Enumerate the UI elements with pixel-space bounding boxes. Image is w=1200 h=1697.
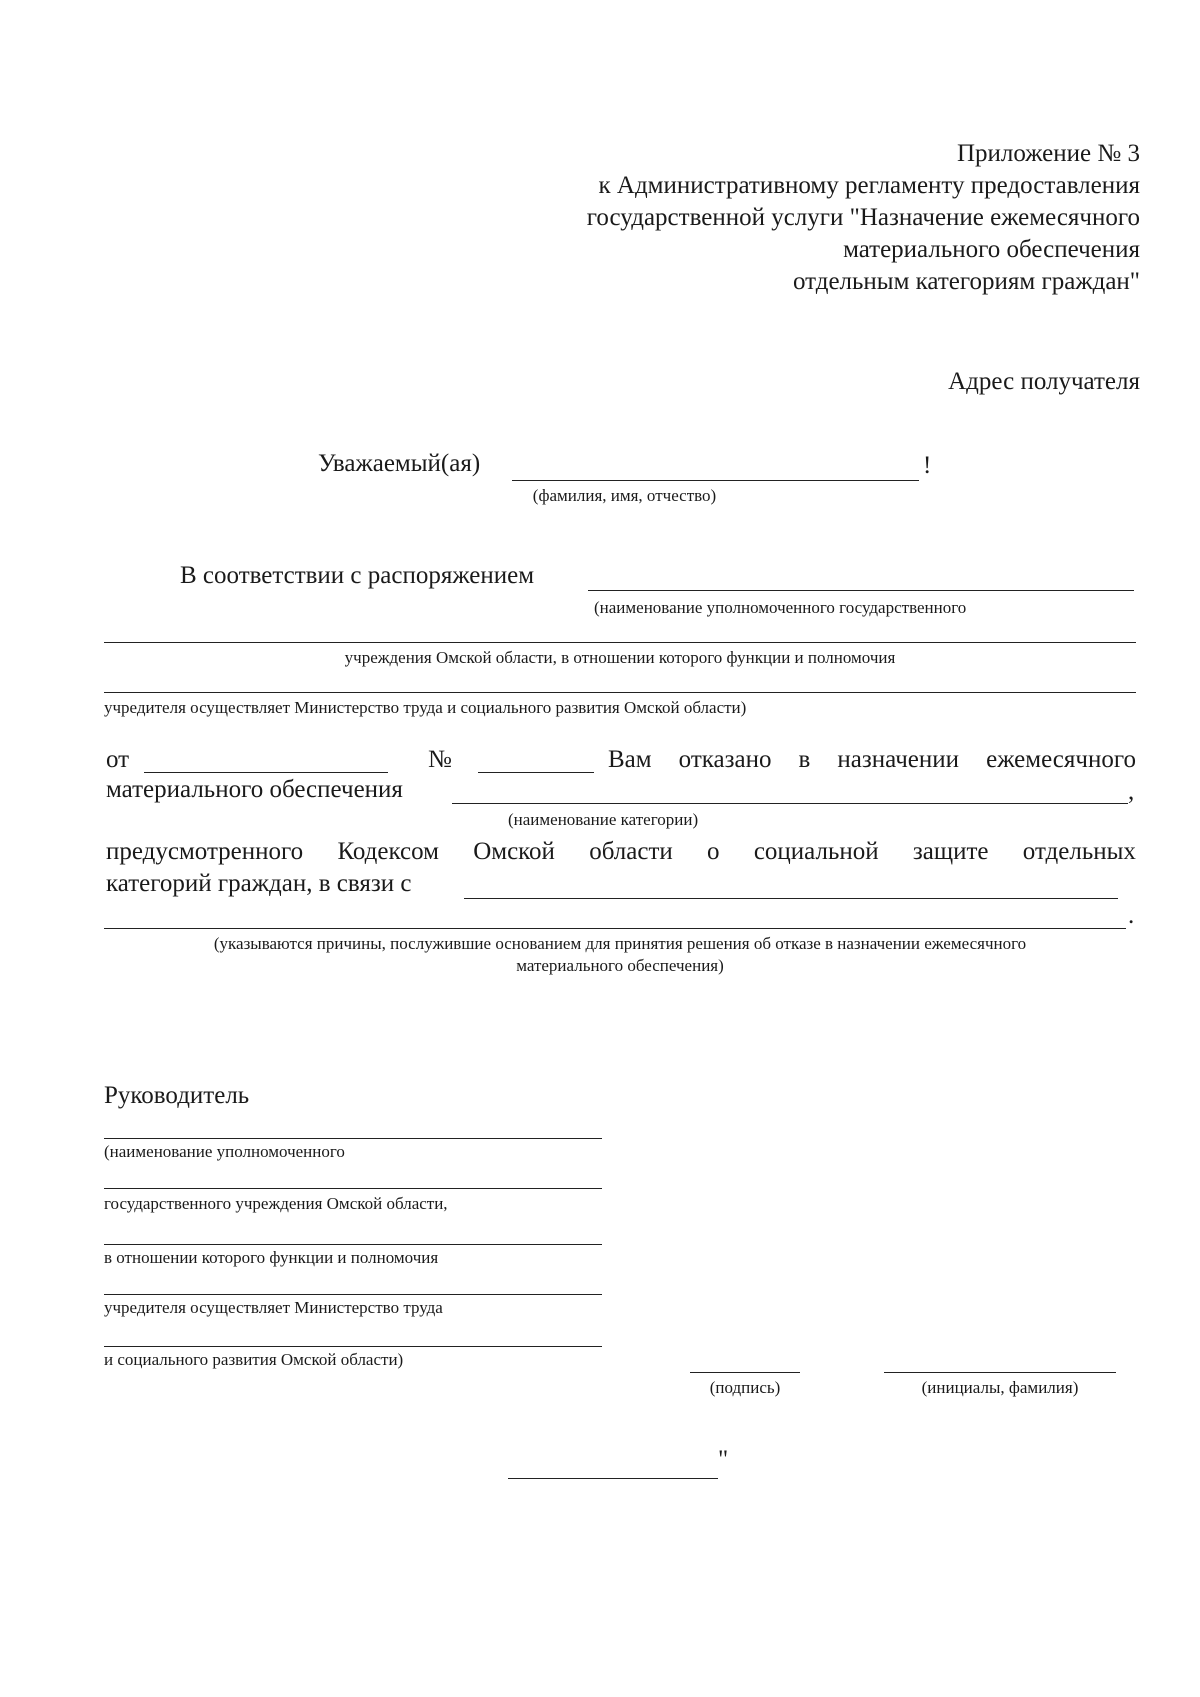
refusal-word: в	[798, 746, 811, 773]
refusal-word: отказано	[678, 746, 772, 773]
number-field[interactable]	[478, 772, 594, 773]
reasons-caption-2: материального обеспечения)	[516, 956, 724, 975]
institution-field-1[interactable]	[588, 590, 1134, 591]
salutation-text: Уважаемый(ая)	[318, 450, 481, 477]
service-name-3: отдельным категориям граждан"	[792, 268, 1140, 295]
salutation-exclamation: !	[923, 452, 932, 479]
institution-field-2[interactable]	[104, 642, 1136, 643]
appendix-header	[587, 138, 1140, 298]
category-caption: (наименование категории)	[508, 810, 699, 829]
head-line-3[interactable]	[104, 1244, 602, 1245]
category-comma: ,	[1128, 778, 1135, 805]
code-word: Омской	[473, 838, 555, 865]
from-word: от	[106, 746, 130, 773]
reasons-caption-1: (указываются причины, послужившие основанием для принятия решения об отказе в назначении ежемесячного	[213, 934, 1027, 953]
signature-caption: (подпись)	[709, 1378, 781, 1397]
service-name-1: государственной услуги "Назначение ежемесячного	[586, 204, 1140, 231]
institution-field-3[interactable]	[104, 692, 1136, 693]
recipient-address: Адрес получателя	[948, 368, 1140, 395]
signature-field[interactable]	[690, 1372, 800, 1373]
in-connection-text: категорий граждан, в связи с	[106, 870, 412, 897]
date-field[interactable]	[144, 772, 388, 773]
reasons-field-2[interactable]	[104, 928, 1126, 929]
appendix-number: Приложение № 3	[956, 140, 1140, 167]
initials-field[interactable]	[884, 1372, 1116, 1373]
code-word: защите	[912, 838, 989, 865]
regulation-ref: к Административному регламенту предоставления	[598, 172, 1140, 199]
code-reference-text	[106, 838, 1136, 866]
refusal-word: Вам	[608, 746, 652, 773]
code-word: отдельных	[1022, 838, 1136, 865]
date-quote: "	[718, 1446, 729, 1473]
initials-caption: (инициалы, фамилия)	[921, 1378, 1079, 1397]
head-caption-2: государственного учреждения Омской области,	[104, 1194, 448, 1213]
head-line-2[interactable]	[104, 1188, 602, 1189]
head-line-1[interactable]	[104, 1138, 602, 1139]
code-word: Кодексом	[337, 838, 439, 865]
date-sign-field[interactable]	[508, 1478, 718, 1479]
reasons-field-1[interactable]	[464, 898, 1118, 899]
head-line-4[interactable]	[104, 1294, 602, 1295]
code-word: области	[589, 838, 673, 865]
code-word: социальной	[753, 838, 879, 865]
code-word: предусмотренного	[106, 838, 304, 865]
material-support-text: материального обеспечения	[106, 776, 403, 803]
head-caption-5: и социального развития Омской области)	[104, 1350, 404, 1369]
head-caption-4: учредителя осуществляет Министерство труда	[104, 1298, 443, 1317]
code-word: о	[707, 838, 720, 865]
head-caption-3: в отношении которого функции и полномочия	[104, 1248, 439, 1267]
institution-caption-3: учредителя осуществляет Министерство труда и социального развития Омской области)	[104, 698, 747, 717]
institution-caption-2: учреждения Омской области, в отношении которого функции и полномочия	[344, 648, 896, 667]
refusal-word: ежемесячного	[986, 746, 1136, 773]
refusal-text	[608, 746, 1136, 774]
fio-caption: (фамилия, имя, отчество)	[532, 486, 717, 505]
head-line-5[interactable]	[104, 1346, 602, 1347]
category-field[interactable]	[452, 803, 1128, 804]
number-sign: №	[428, 746, 452, 773]
reasons-period: .	[1128, 902, 1135, 929]
institution-caption-1: (наименование уполномоченного государственного	[594, 598, 967, 617]
head-title: Руководитель	[104, 1082, 250, 1109]
fio-field[interactable]	[512, 480, 919, 481]
refusal-word: назначении	[837, 746, 960, 773]
head-caption-1: (наименование уполномоченного	[104, 1142, 345, 1161]
service-name-2: материального обеспечения	[843, 236, 1140, 263]
according-text: В соответствии с распоряжением	[180, 562, 535, 589]
